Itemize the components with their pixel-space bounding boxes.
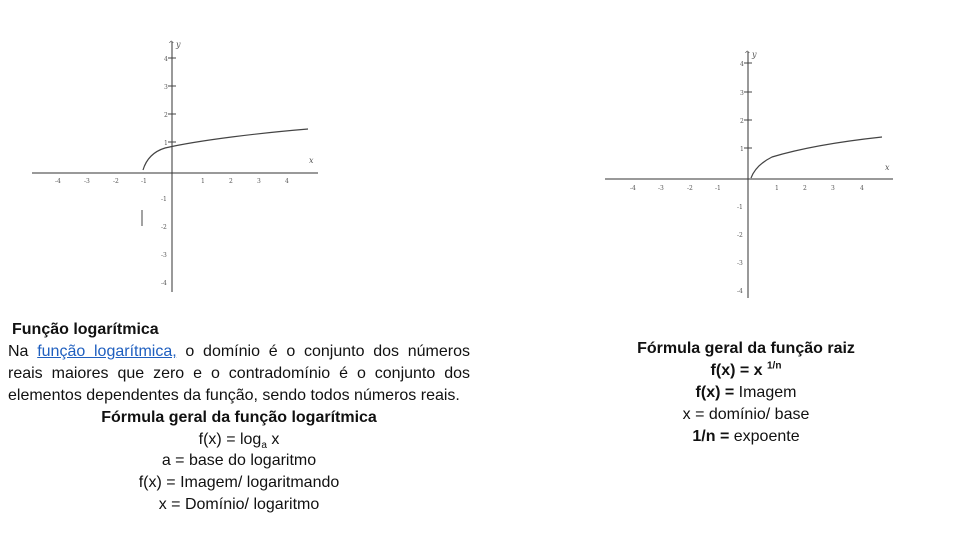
y-tick-label: 4 [740,61,744,68]
log-base-def: a = base do logaritmo [161,452,317,470]
y-tick-label: 2 [740,118,744,125]
x-tick-label: 3 [257,178,261,185]
root-image-label: f(x) = [695,383,739,401]
x-tick-label: -4 [55,178,61,185]
root-exponent-def [590,426,902,448]
x-axis-label: x [309,156,314,165]
root-formula-exponent: 1/n [767,360,782,372]
x-tick-label: -1 [141,178,147,185]
y-tick-label: -4 [737,288,743,295]
y-tick-label: 1 [740,146,744,153]
y-tick-label: -1 [161,196,167,203]
x-tick-label: 2 [229,178,233,185]
y-axis-label: y [752,50,757,59]
x-tick-label: -2 [113,178,119,185]
x-tick-label: -1 [715,185,721,192]
root-formula-heading: Fórmula geral da função raiz [637,340,855,357]
root-exponent-label: 1/n = [692,427,734,445]
x-tick-label: -3 [84,178,90,185]
paragraph-prefix: Na [8,342,38,360]
y-tick-label: 1 [164,140,168,147]
y-tick-label: -2 [737,232,743,239]
y-arrow-label: ^ [168,40,175,49]
link-logaritmica[interactable]: logarítmica, [93,342,177,360]
root-exponent-value: expoente [733,427,800,445]
y-tick-label: 2 [164,112,168,119]
log-description-paragraph [8,341,470,407]
root-image-def [590,382,902,404]
y-tick-label: -3 [161,252,167,259]
x-tick-label: 4 [860,185,864,192]
x-tick-label: 1 [201,178,205,185]
log-domain-def: x = Domínio/ logaritmo [158,496,320,514]
y-tick-label: 4 [164,56,168,63]
log-formula [8,429,470,451]
log-curve [143,129,308,170]
paragraph-rest: o domínio é o conjunto dos números reais maiores que zero e o contradomínio é o conjunto dos elementos dependentes da função, sendo todos números reais. [8,342,471,404]
root-function-description [590,338,902,448]
root-image-value: Imagem [738,383,797,401]
y-tick-label: -3 [737,260,743,267]
x-tick-label: 2 [803,185,807,192]
root-formula-main: f(x) = x [710,361,767,379]
x-tick-label: 3 [831,185,835,192]
log-image-def: f(x) = Imagem/ logaritmando [138,474,340,492]
x-tick-label: 1 [775,185,779,192]
log-graph-axes [32,42,318,292]
root-domain-def: x = domínio/ base [682,405,810,423]
root-graph [605,50,893,298]
y-tick-label: 3 [740,90,744,97]
y-arrow-label: ^ [744,50,751,59]
y-tick-label: -4 [161,280,167,287]
link-funcao[interactable]: função [37,342,94,360]
log-graph-labels [55,40,314,287]
x-axis-label: x [885,163,890,172]
y-tick-label: -1 [737,204,743,211]
log-function-description [8,319,470,516]
y-tick-label: -2 [161,224,167,231]
log-formula-heading: Fórmula geral da função logarítmica [101,408,377,426]
log-formula-main: f(x) = log [198,430,262,448]
x-tick-label: -4 [630,185,636,192]
log-formula-base: a [261,439,267,451]
x-tick-label: -2 [687,185,693,192]
y-axis-label: y [176,40,181,49]
y-tick-label: 3 [164,84,168,91]
log-formula-tail: x [266,430,280,448]
log-section-title: Função logarítmica [12,321,159,338]
x-tick-label: -3 [658,185,664,192]
root-formula [590,360,902,382]
x-tick-label: 4 [285,178,289,185]
root-curve [751,137,882,178]
